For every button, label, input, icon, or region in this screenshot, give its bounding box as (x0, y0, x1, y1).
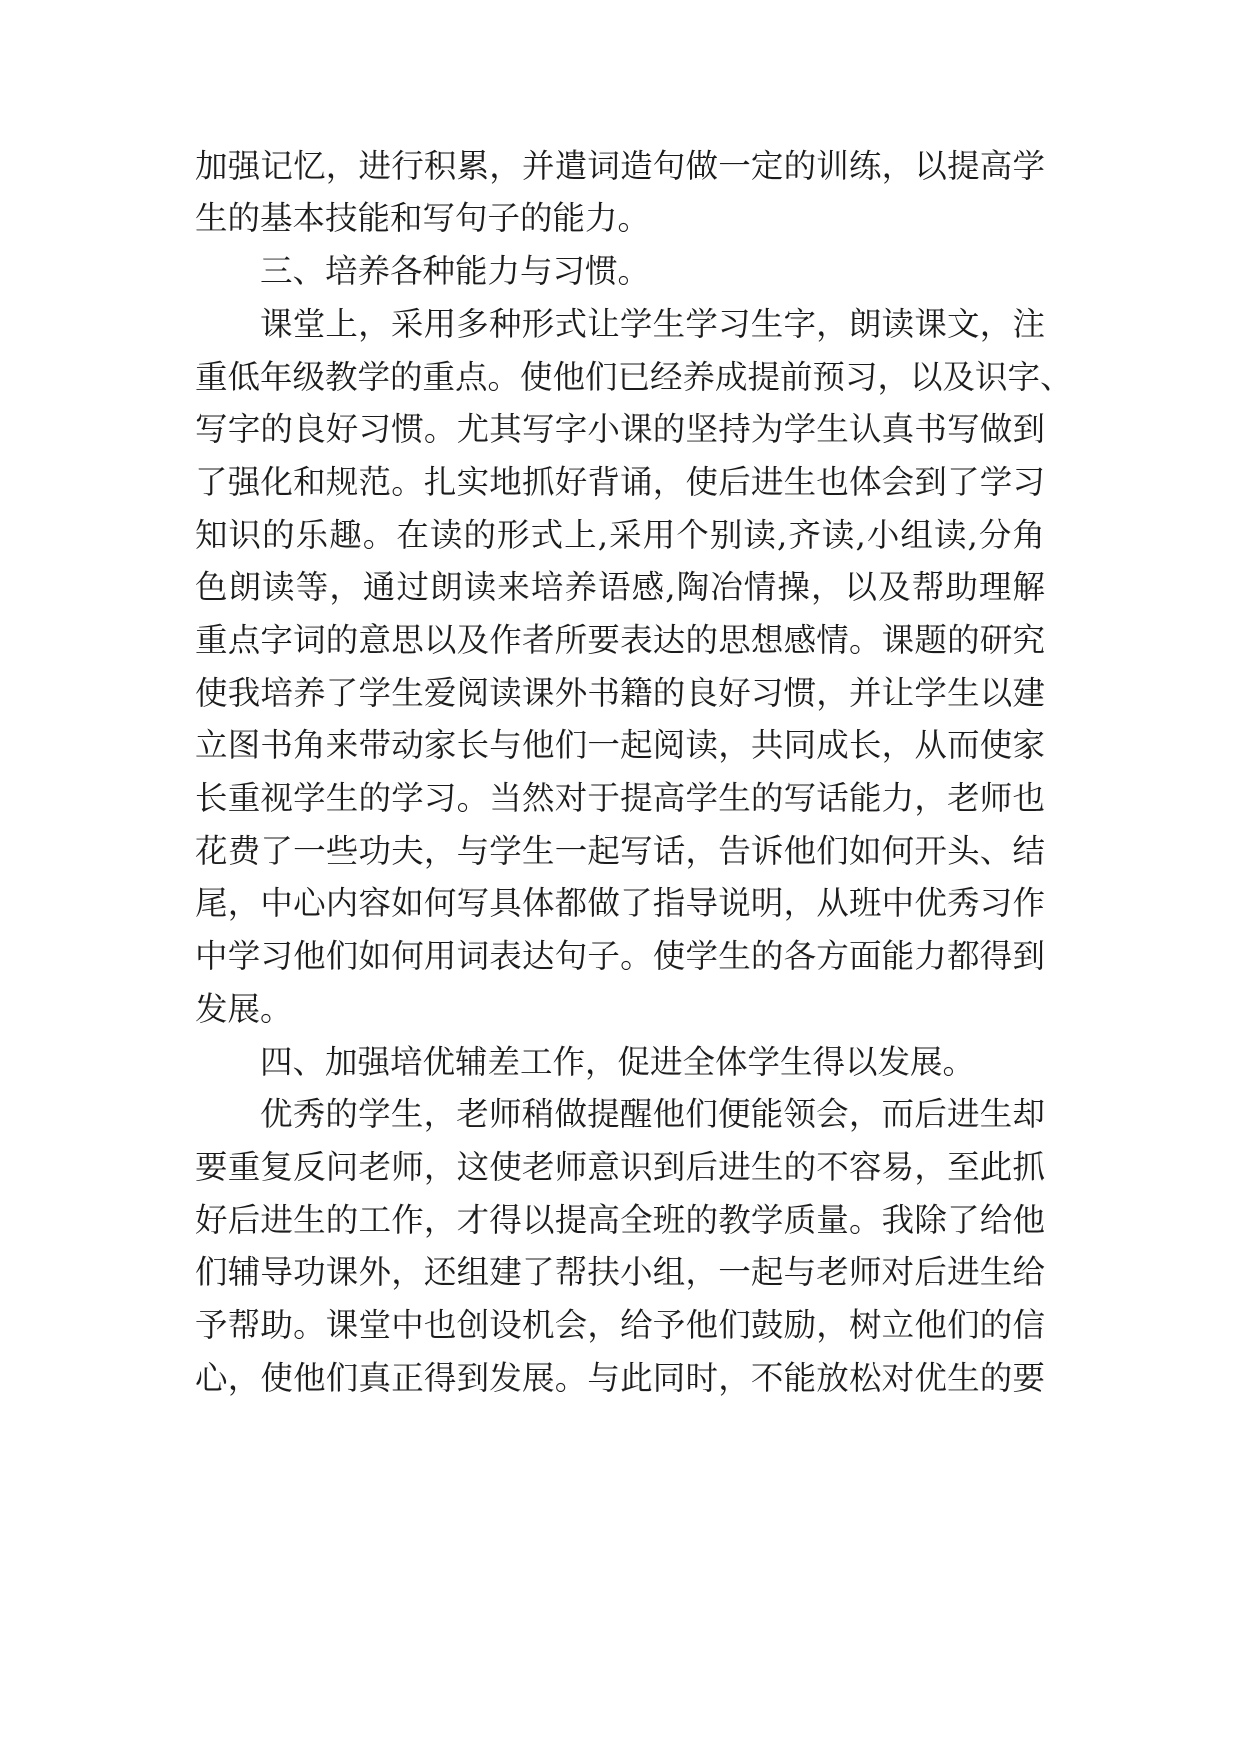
section-heading-line (0, 241, 1241, 301)
text-line (0, 768, 1241, 828)
body-text: 重点字词的意思以及作者所要表达的思想感情。课题的研究 (195, 621, 1045, 659)
body-text: 花费了一些功夫，与学生一起写话，告诉他们如何开头、结 (195, 832, 1045, 870)
body-text: 立图书角来带动家长与他们一起阅读，共同成长，从而使家 (195, 726, 1045, 764)
body-text: 知识的乐趣。在读的形式上,采用个别读,齐读,小组读,分角 (195, 516, 1045, 554)
text-line (0, 347, 1241, 407)
section-heading: 四、加强培优辅差工作，促进全体学生得以发展。 (260, 1043, 976, 1081)
body-text: 要重复反问老师，这使老师意识到后进生的不容易，至此抓 (195, 1148, 1045, 1186)
section-heading-line (0, 1032, 1241, 1092)
text-line (0, 1084, 1241, 1144)
body-text: 课堂上，采用多种形式让学生学习生字，朗读课文，注 (260, 305, 1045, 343)
body-text: 生的基本技能和写句子的能力。 (195, 199, 651, 237)
text-line (0, 505, 1241, 565)
text-line (0, 873, 1241, 933)
text-line (0, 557, 1241, 617)
text-line (0, 821, 1241, 881)
text-line (0, 399, 1241, 459)
body-text: 使我培养了学生爱阅读课外书籍的良好习惯，并让学生以建 (195, 674, 1045, 712)
text-line (0, 663, 1241, 723)
body-text: 尾，中心内容如何写具体都做了指导说明，从班中优秀习作 (195, 884, 1045, 922)
body-text: 们辅导功课外，还组建了帮扶小组，一起与老师对后进生给 (195, 1253, 1045, 1291)
body-text: 了强化和规范。扎实地抓好背诵，使后进生也体会到了学习 (195, 463, 1045, 501)
body-text: 优秀的学生，老师稍做提醒他们便能领会，而后进生却 (260, 1095, 1045, 1133)
body-text: 长重视学生的学习。当然对于提高学生的写话能力，老师也 (195, 779, 1045, 817)
body-text: 写字的良好习惯。尤其写字小课的坚持为学生认真书写做到 (195, 410, 1045, 448)
section-heading: 三、培养各种能力与习惯。 (260, 252, 651, 290)
text-line (0, 1295, 1241, 1355)
body-text: 好后进生的工作，才得以提高全班的教学质量。我除了给他 (195, 1201, 1045, 1239)
text-line (0, 926, 1241, 986)
body-text: 予帮助。课堂中也创设机会，给予他们鼓励，树立他们的信 (195, 1306, 1045, 1344)
text-line (0, 1190, 1241, 1250)
text-line (0, 1137, 1241, 1197)
text-line (0, 979, 1241, 1039)
text-line (0, 1242, 1241, 1302)
text-line (0, 188, 1241, 248)
text-line (0, 452, 1241, 512)
body-text: 色朗读等，通过朗读来培养语感,陶冶情操，以及帮助理解 (195, 568, 1045, 606)
text-line (0, 1348, 1241, 1408)
text-line (0, 294, 1241, 354)
text-line (0, 136, 1241, 196)
body-text: 中学习他们如何用词表达句子。使学生的各方面能力都得到 (195, 937, 1045, 975)
body-text: 重低年级教学的重点。使他们已经养成提前预习，以及识字、 (195, 358, 1073, 396)
body-text: 发展。 (195, 990, 293, 1028)
body-text: 加强记忆，进行积累，并遣词造句做一定的训练，以提高学 (195, 147, 1045, 185)
text-line (0, 610, 1241, 670)
text-line (0, 715, 1241, 775)
body-text: 心，使他们真正得到发展。与此同时，不能放松对优生的要 (195, 1359, 1045, 1397)
